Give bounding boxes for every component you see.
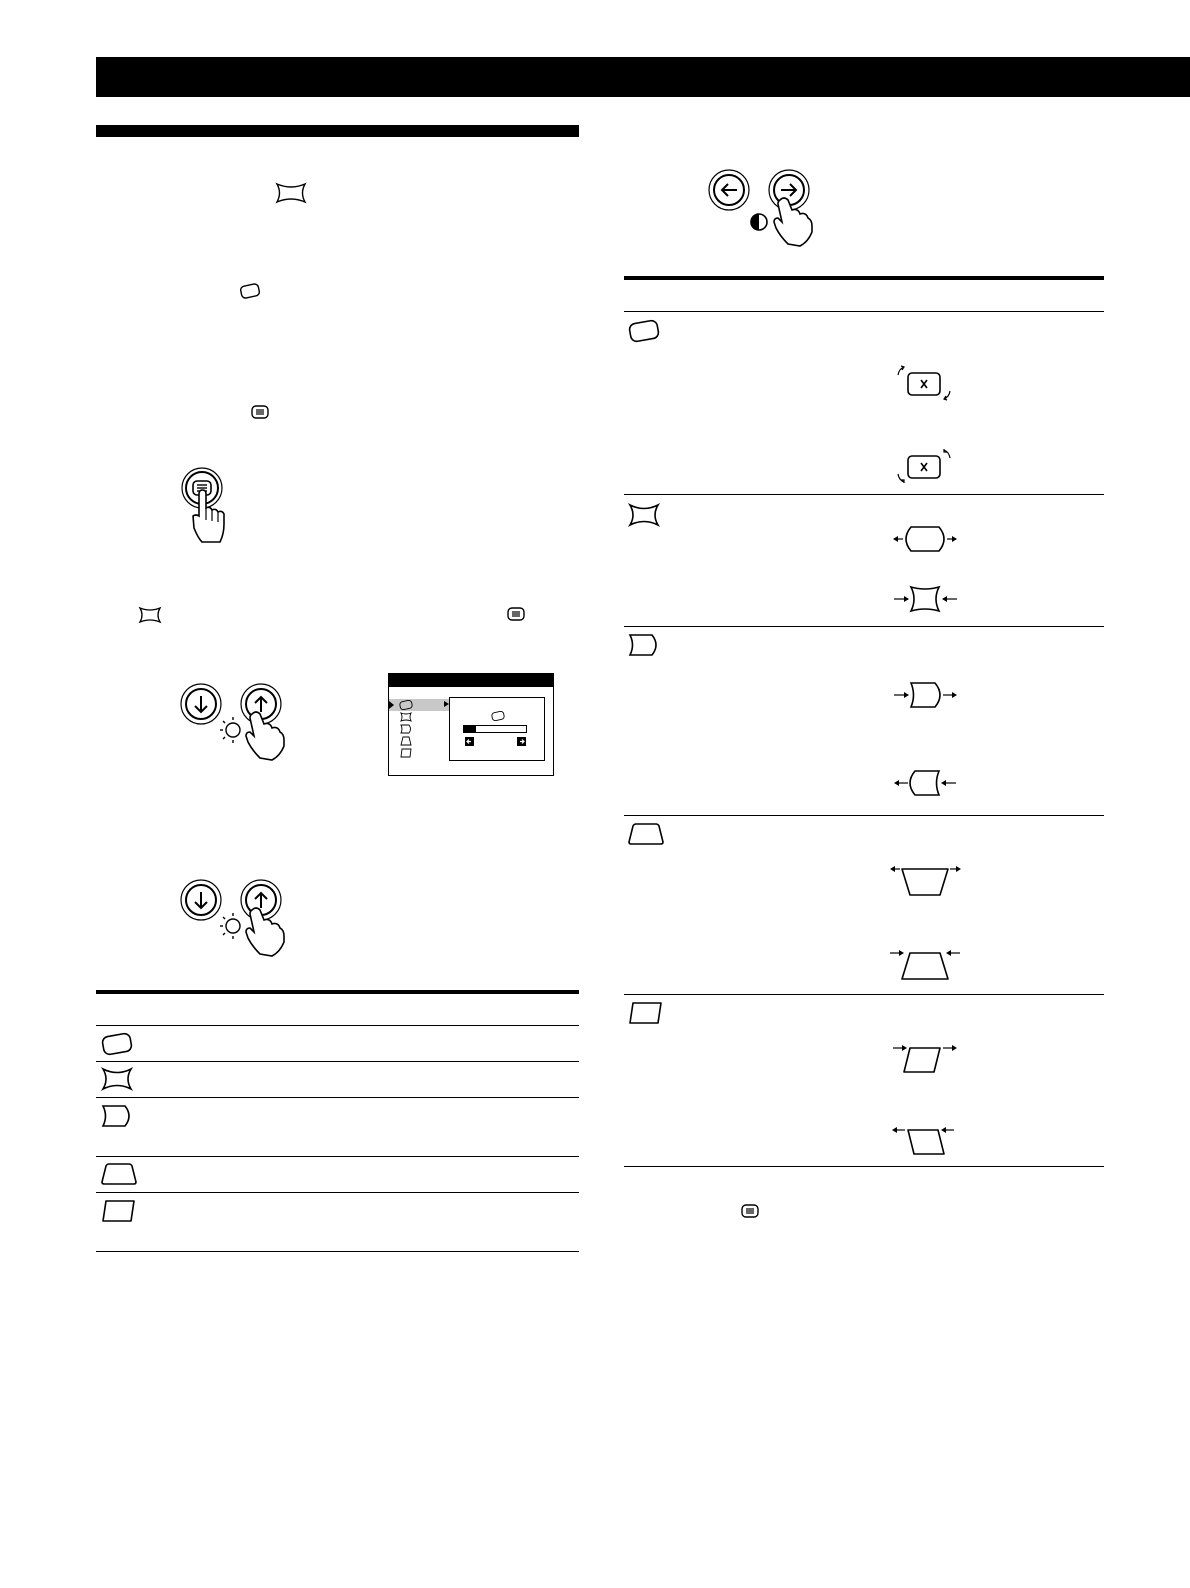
osd-level-fill xyxy=(464,726,476,732)
menu-icon xyxy=(740,1203,760,1219)
left-table-top-rule xyxy=(96,990,579,994)
rotation-icon xyxy=(100,1031,134,1057)
parallelogram-icon xyxy=(401,749,411,757)
right-table-bottom-rule xyxy=(624,1166,1104,1167)
narrow-top-diagram xyxy=(890,948,964,982)
header-bar xyxy=(96,57,1190,97)
parallelogram-icon xyxy=(627,1000,665,1026)
left-table-row-rule xyxy=(96,1061,579,1062)
osd-level-bar xyxy=(463,725,527,733)
osd-title xyxy=(388,673,554,687)
pincushion-icon xyxy=(627,502,661,528)
bow-left-diagram xyxy=(893,768,963,798)
left-table-row-rule xyxy=(96,1192,579,1193)
expand-sides-diagram xyxy=(893,524,963,554)
osd-right-arrow-icon xyxy=(517,737,526,746)
trapezoid-icon xyxy=(401,737,411,745)
tilt-left-diagram xyxy=(892,1124,962,1158)
rotation-icon xyxy=(399,700,412,710)
section-title-bar xyxy=(96,125,579,137)
pincushion-icon xyxy=(100,1066,134,1092)
bow-right-diagram xyxy=(893,680,963,710)
left-table-row-rule xyxy=(96,1156,579,1157)
right-table-header-rule xyxy=(624,311,1104,312)
rotate-counterclockwise-diagram xyxy=(894,448,958,488)
right-table-row-rule xyxy=(624,494,1104,495)
parallelogram-icon xyxy=(100,1198,138,1224)
osd-left-arrow-icon xyxy=(465,737,474,746)
rotation-icon xyxy=(490,710,506,722)
rotation-icon xyxy=(627,318,661,344)
pincushion-icon xyxy=(401,713,411,721)
trapezoid-icon xyxy=(627,821,665,847)
right-table-row-rule xyxy=(624,815,1104,816)
menu-button-illustration[interactable] xyxy=(180,464,240,554)
pin-balance-icon xyxy=(100,1103,134,1129)
osd-pointer-icon xyxy=(389,701,395,709)
right-table-top-rule xyxy=(624,276,1104,280)
tilt-right-diagram xyxy=(892,1042,962,1076)
pin-balance-icon xyxy=(627,632,661,658)
menu-icon xyxy=(506,606,526,622)
trapezoid-icon xyxy=(100,1161,138,1187)
osd-item-icons xyxy=(398,699,414,763)
rotation-icon xyxy=(238,282,262,300)
right-table-row-rule xyxy=(624,994,1104,995)
pincushion-icon xyxy=(138,606,162,624)
left-table-header-rule xyxy=(96,1025,579,1026)
rotate-clockwise-diagram xyxy=(894,365,958,405)
pin-balance-icon xyxy=(401,725,411,733)
left-right-buttons-illustration[interactable] xyxy=(708,170,818,250)
up-down-buttons-illustration[interactable] xyxy=(180,880,290,960)
right-table-row-rule xyxy=(624,626,1104,627)
up-down-buttons-illustration[interactable] xyxy=(180,684,290,764)
left-table-row-rule xyxy=(96,1097,579,1098)
pincushion-icon xyxy=(275,182,307,204)
contract-sides-diagram xyxy=(893,584,963,614)
widen-top-diagram xyxy=(890,864,964,898)
left-table-bottom-rule xyxy=(96,1251,579,1252)
menu-icon xyxy=(250,404,270,420)
